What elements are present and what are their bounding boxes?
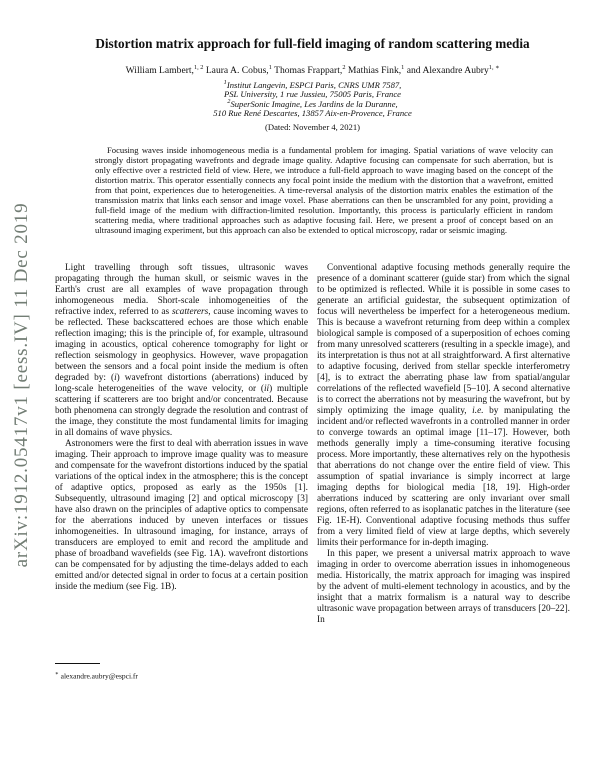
affiliations-block bbox=[55, 81, 570, 119]
date-line: (Dated: November 4, 2021) bbox=[265, 121, 360, 132]
affiliation-text: Institut Langevin, ESPCI Paris, CNRS UMR 7587, bbox=[226, 80, 402, 90]
affiliation-line bbox=[55, 109, 570, 118]
footnote-email-line bbox=[55, 670, 308, 681]
author-name: Laura A. Cobus, bbox=[203, 65, 269, 76]
paragraph-text: Conventional adaptive focusing methods generally require the presence of a dominant scatterer (guide star) from which the signal to be optimized is reflected. While it is possible in some cases to generate an artificial guidestar, the subsequent optimization of focus will nevertheless be imperfect for a heterogeneous medium. This is because a wavefront returning from deep within a complex biological sample is composed of a superposition of echoes coming from many unresolved scatterers (resulting in a speckle image), and its interpretation is thus not at all straightforward. A first alternative to adaptive focusing, derived from stellar speckle interferometry [4], is to extract the aberrating phase law from spatial/angular correlations of the reflected wavefield [5–10]. A second alternative is to correct the aberrations not by measuring the wavefront, but by simply optimizing the image quality, bbox=[317, 262, 570, 416]
body-paragraph: In this paper, we present a universal matrix approach to wave imaging in order to overcome aberration issues in inhomogeneous media. Historically, the matrix approach for imaging was inspired by the advent of multi-element technology in acoustics, and by the insight that a matrix formalism is a natural way to describe ultrasonic wave propagation between arrays of transducers [20–22]. In bbox=[317, 548, 570, 625]
paragraph-text: ) wavefront distortions (aberrations) induced by long-scale heterogeneities of the wave velocity, or ( bbox=[55, 372, 308, 394]
author-affiliation-superscript: 1, ∗ bbox=[488, 63, 500, 71]
paragraph-text: ) multiple scattering if scatterers are too bright and/or concentrated. Because both phenomena can strongly degrade the resolution and contrast of the image, they constitute the most fundamental limits for imaging in all domains of wave physics. bbox=[55, 383, 308, 438]
author-affiliation-superscript: 1, 2 bbox=[193, 63, 204, 71]
author-name: William Lambert, bbox=[125, 65, 194, 76]
author-name: Thomas Frappart, bbox=[271, 65, 343, 76]
abstract-text: Focusing waves inside inhomogeneous media is a fundamental problem for imaging. Spatial variations of wave velocity can strongly distort propagating wavefronts and degrade image quality. Adaptive focusing can compensate for such aberration, but is only effective over a restricted field of view. Here, we introduce a full-field approach to wave imaging based on the concept of the distortion matrix. This operator essentially connects any focal point inside the medium with the distortion that a wavefront, emitted from that point, experiences due to heterogeneities. A time-reversal analysis of the distortion matrix enables the estimation of the transmission matrix that links each sensor and image voxel. Phase aberrations can then be unscrambled for any point, providing a full-field image of the medium with diffraction-limited resolution. Importantly, this process is particularly efficient in random scattering media, where traditional approaches such as adaptive focusing fail. Here, we present a proof of concept based on an ultrasound imaging experiment, but this approach can also be extended to optical microscopy, radar or seismic imaging. bbox=[95, 144, 553, 235]
footnote-block bbox=[55, 663, 308, 681]
paragraph-text: by manipulating the incident and/or reflected wavefronts in a controlled manner in order to converge towards an optimal image [11–17]. However, both methods generally imply a time-consuming iterative focusing process. More importantly, these alternatives rely on the hypothesis that aberrations do not change over the entire field of view. This assumption of spatial invariance is simply incorrect at large imaging depths for biological media [18, 19]. High-order aberrations induced by scattering are only invariant over small regions, often referred to as isoplanatic patches in the literature (see Fig. 1E-H). Conventional adaptive focusing methods thus suffer from a very limited field of view at large depths, which severely limits their performance for in-depth imaging. bbox=[317, 405, 570, 548]
emphasis-text: scatterers bbox=[171, 306, 209, 317]
footnote-rule bbox=[55, 663, 100, 664]
author-name: Mathias Fink, bbox=[345, 65, 402, 76]
affiliation-text: SuperSonic Imagine, Les Jardins de la Duranne, bbox=[230, 98, 398, 109]
paper-title: Distortion matrix approach for full-field imaging of random scattering media bbox=[95, 36, 530, 51]
right-column bbox=[317, 263, 570, 683]
author-affiliation-superscript: 1 bbox=[268, 63, 272, 71]
body-paragraph bbox=[317, 263, 570, 549]
footnote-marker: ∗ bbox=[55, 671, 59, 678]
author-affiliation-superscript: 2 bbox=[342, 63, 346, 71]
emphasis-text: ii bbox=[263, 383, 270, 394]
body-columns bbox=[55, 263, 570, 683]
body-paragraph: Astronomers were the first to deal with aberration issues in wave imaging. Their approach to improve image quality was to measure and compensate for the wavefront distortions induced by the spatial variations of the optical index in the atmosphere; this is the concept of adaptive optics, proposed as early as the 1950s [1]. Subsequently, ultrasound imaging [2] and optical microscopy [3] have also drawn on the principles of adaptive optics to compensate for the aberrations induced by uneven interfaces or tissues inhomogeneities. In ultrasound imaging, for instance, arrays of transducers are employed to emit and record the amplitude and phase of broadband wavefields (see Fig. 1A). wavefront distortions can be compensated for by adjusting the time-delays added to each emitted and/or detected signal in order to focus at a certain position inside the medium (see Fig. 1B). bbox=[55, 438, 308, 592]
affiliation-text: PSL University, 1 rue Jussieu, 75005 Paris, France bbox=[224, 89, 401, 100]
footnote-email: alexandre.aubry@espci.fr bbox=[60, 671, 138, 681]
affiliation-text: 510 Rue René Descartes, 13857 Aix-en-Provence, France bbox=[213, 108, 412, 119]
body-paragraph bbox=[55, 263, 308, 439]
author-affiliation-superscript: 1 bbox=[401, 63, 405, 71]
arxiv-watermark: arXiv:1912.05417v1 [eess.IV] 11 Dec 2019 bbox=[11, 202, 32, 568]
left-column bbox=[55, 263, 308, 683]
affiliation-superscript: 2 bbox=[227, 97, 231, 105]
emphasis-text: i bbox=[114, 372, 117, 383]
paragraph-text: , cause incoming waves to be reflected. These backscattered echoes are those which enable reflection imaging; this is the principle of, for example, ultrasound imaging in acoustics, optical coherence tomography for light or reflection seismology in geophysics. However, wave propagation between the sensors and a focal point inside the medium is often degraded by: ( bbox=[55, 306, 308, 383]
author-name: and Alexandre Aubry bbox=[404, 65, 489, 76]
paragraph-text: Light travelling through soft tissues, ultrasonic waves propagating through the human skull, or seismic waves in the Earth's crust are all examples of wave propagation through inhomogeneous media. Short-scale inhomogeneities of the refractive index, referred to as bbox=[55, 262, 308, 317]
affiliation-superscript: 1 bbox=[223, 79, 227, 87]
paper-content bbox=[55, 36, 570, 683]
emphasis-text: i.e. bbox=[472, 405, 484, 416]
authors-line bbox=[55, 65, 570, 76]
